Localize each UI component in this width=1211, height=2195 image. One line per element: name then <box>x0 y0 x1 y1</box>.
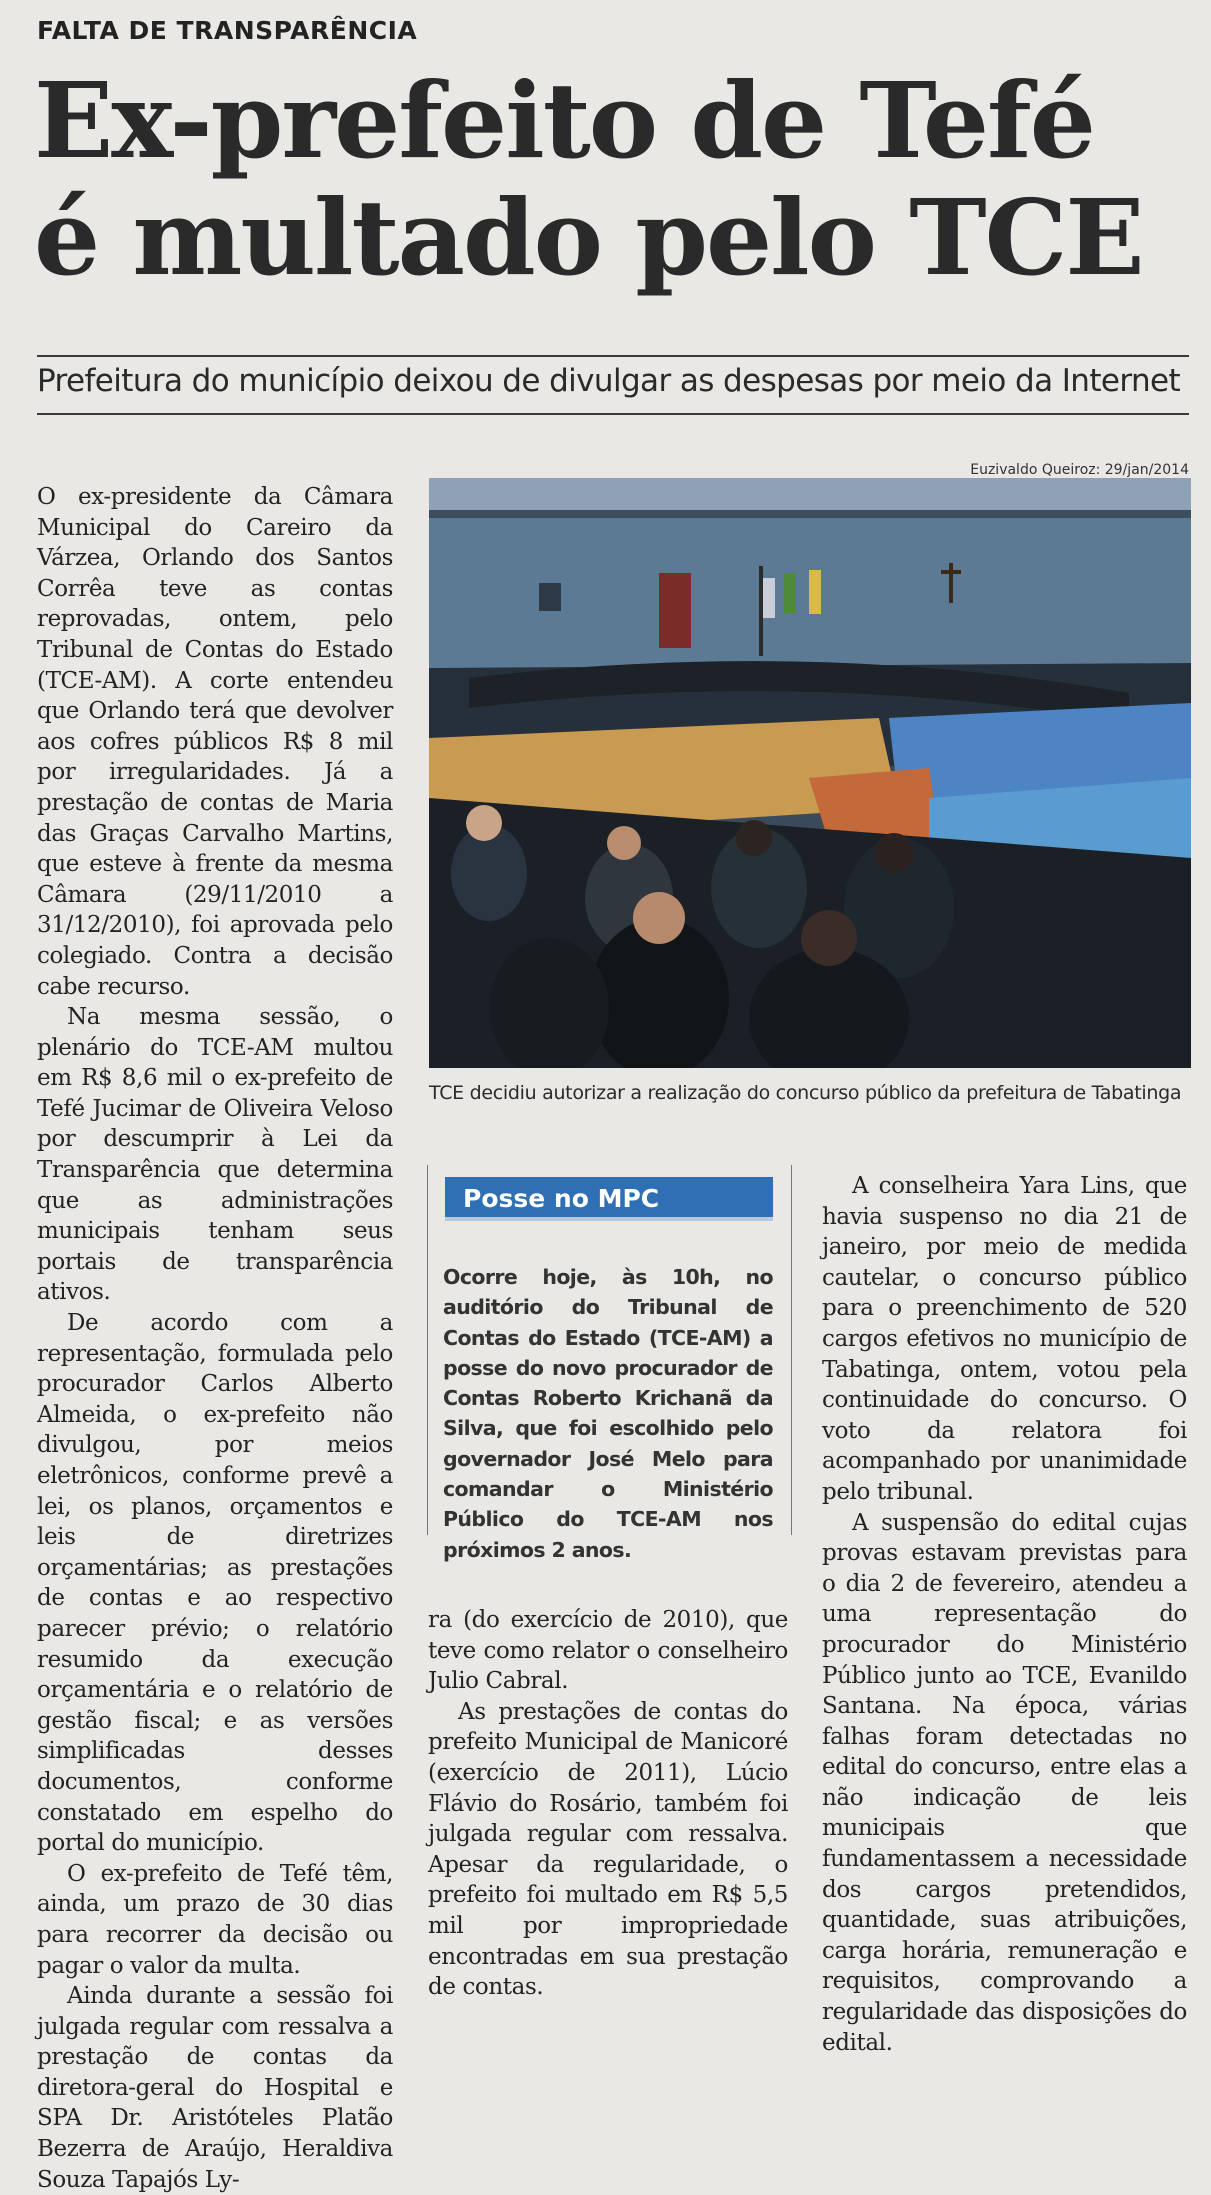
col1-paragraph-3: De acordo com a representação, formulada pelo procurador Carlos Alberto Almeida, o ex-prefeito não divulgou, por meios eletrônicos, conforme prevê a lei, os planos, orçamentos e leis de diretrizes orçamentárias; as prestações de contas e ao respectivo parecer prévio; o relatório resumido da execução orçamentária e o relatório de gestão fiscal; e as versões simplificadas desses documentos, conforme constatado em espelho do portal do município. <box>37 1310 393 1857</box>
col1-paragraph-1: O ex-presidente da Câmara Municipal do Careiro da Várzea, Orlando dos Santos Corrêa teve as contas reprovadas, ontem, pelo Tribunal de Contas do Estado (TCE-AM). A corte entendeu que Orlando terá que devolver aos cofres públicos R$ 8 mil por irregularidades. Já a prestação de contas de Maria das Graças Carvalho Martins, que esteve à frente da mesma Câmara (29/11/2010 a 31/12/2010), foi aprovada pelo colegiado. Contra a decisão cabe recurso. <box>37 484 393 1000</box>
col1-paragraph-2: Na mesma sessão, o plenário do TCE-AM multou em R$ 8,6 mil o ex-prefeito de Tefé Jucimar de Oliveira Veloso por descumprir à Lei da Transparência que determina que as administrações municipais tenham seus portais de transparência ativos. <box>37 1004 393 1306</box>
col3-paragraph-2: A suspensão do edital cujas provas estavam previstas para o dia 2 de fevereiro, atendeu a uma representação do procurador do Ministério Público junto ao TCE, Evanildo Santana. Na época, várias falhas foram detectadas no edital do concurso, entre elas a não indicação de leis municipais que fundamentassem a necessidade dos cargos pretendidos, quantidade, suas atribuições, carga horária, remuneração e requisitos, comprovando a regularidade das disposições do edital. <box>822 1509 1187 2056</box>
photo-caption: TCE decidiu autorizar a realização do concurso público da prefeitura de Tabatinga <box>429 1082 1182 1104</box>
col3-paragraph-1: A conselheira Yara Lins, que havia suspenso no dia 21 de janeiro, por meio de medida cautelar, o concurso público para o preenchimento de 520 cargos efetivos no município de Tabatinga, ontem, votou pela continuidade do concurso. O voto da relatora foi acompanhado por unanimidade pelo tribunal. <box>822 1173 1187 1505</box>
col2-paragraph-2: As prestações de contas do prefeito Municipal de Manicoré (exercício de 2011), Lúcio Flávio do Rosário, também foi julgada regular com ressalva. Apesar da regularidade, o prefeito foi multado em R$ 5,5 mil por impropriedade encontradas em sua prestação de contas. <box>428 1698 788 2001</box>
column-divider-right <box>791 1165 792 1535</box>
photo <box>429 478 1191 1068</box>
headline <box>34 59 1204 299</box>
column-divider-left <box>427 1165 428 1535</box>
headline-line-1: Ex-prefeito de Tefé <box>34 59 1094 182</box>
kicker: FALTA DE TRANSPARÊNCIA <box>37 16 418 45</box>
col2-paragraph-1: ra (do exercício de 2010), que teve como relator o conselheiro Julio Cabral. <box>428 1607 788 1695</box>
col1-paragraph-5: Ainda durante a sessão foi julgada regular com ressalva a prestação de contas da diretora-geral do Hospital e SPA Dr. Aristóteles Platão Bezerra de Araújo, Heraldiva Souza Tapajós Ly- <box>37 1983 393 2193</box>
rule-bottom <box>37 413 1189 415</box>
sidebar-title: Posse no MPC <box>445 1177 773 1221</box>
column-1 <box>37 482 393 2195</box>
col1-paragraph-4: O ex-prefeito de Tefé têm, ainda, um prazo de 30 dias para recorrer da decisão ou pagar o valor da multa. <box>37 1860 393 1979</box>
headline-line-2: é multado pelo TCE <box>34 176 1143 299</box>
column-2 <box>428 1605 788 2003</box>
rule-top <box>37 355 1189 357</box>
column-3 <box>822 1171 1187 2058</box>
courtroom-photo <box>429 478 1191 1068</box>
photo-credit: Euzivaldo Queiroz: 29/jan/2014 <box>970 462 1189 478</box>
subheadline: Prefeitura do município deixou de divulgar as despesas por meio da Internet <box>37 363 1181 399</box>
sidebar-text: Ocorre hoje, às 10h, no auditório do Tribunal de Contas do Estado (TCE-AM) a posse do novo procurador de Contas Roberto Krichanã da Silva, que foi escolhido pelo governador José Melo para comandar o Ministério Público do TCE-AM nos próximos 2 anos. <box>443 1265 773 1562</box>
